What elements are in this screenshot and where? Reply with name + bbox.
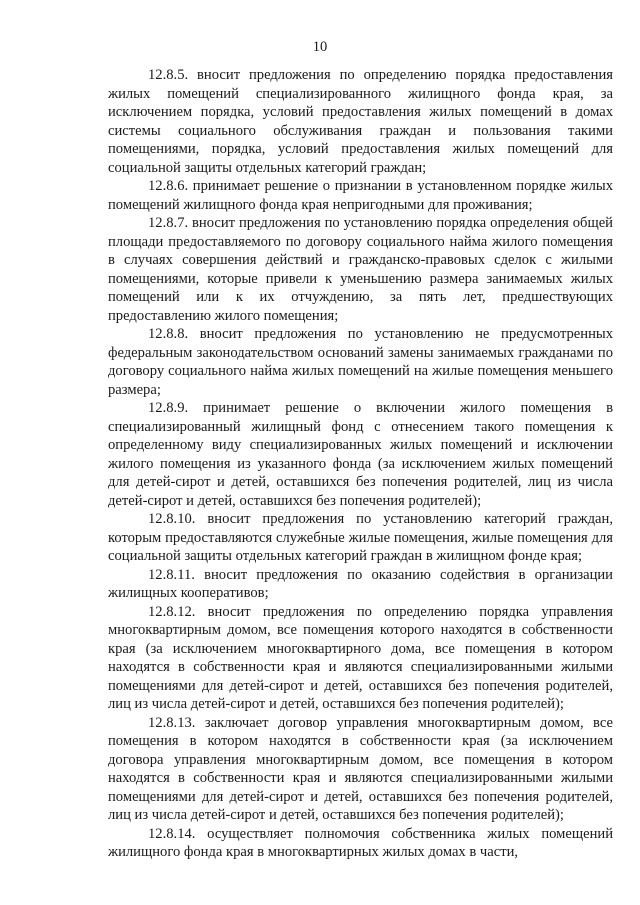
paragraph-12-8-7: 12.8.7. вносит предложения по установлению порядка определения общей площади предоставляемого по договору социального найма жилого помещения в случаях совершения действий и гражданско-правовых сделок с жилыми помещениями, которые привели к уменьшению размера занимаемых жилых помещений или к их отчуждению, за пять лет, предшествующих предоставлению жилого помещения; <box>108 215 613 324</box>
paragraph-12-8-10: 12.8.10. вносит предложения по установлению категорий граждан, которым предоставляются служебные жилые помещения, жилые помещения для социальной защиты отдельных категорий граждан в жилищном фонде края; <box>108 511 613 564</box>
paragraph-12-8-9: 12.8.9. принимает решение о включении жилого помещения в специализированный жилищный фонд с отнесением такого помещения к определенному виду специализированных жилых помещений и исключении жилого помещения из указанного фонда (за исключением жилых помещений для детей-сирот и детей, оставшихся без попечения родителей, лиц из числа детей-сирот и детей, оставшихся без попечения родителей); <box>108 400 613 509</box>
paragraph-12-8-5: 12.8.5. вносит предложения по определению порядка предоставления жилых помещений специализированного жилищного фонда края, за исключением порядка, условий предоставления жилых помещений в домах системы социального обслуживания граждан и пользования такими помещениями, порядка, условий предоставления жилых помещений для социальной защиты отдельных категорий граждан; <box>108 67 613 176</box>
paragraph-12-8-8: 12.8.8. вносит предложения по установлению не предусмотренных федеральным законодательством оснований замены занимаемых гражданами по договору социального найма жилых помещений на жилые помещения меньшего размера; <box>108 326 613 398</box>
paragraph-12-8-11: 12.8.11. вносит предложения по оказанию содействия в организации жилищных кооперативов; <box>108 566 613 601</box>
paragraph-12-8-14: 12.8.14. осуществляет полномочия собственника жилых помещений жилищного фонда края в многоквартирных жилых домах в части, <box>108 825 613 860</box>
page-number: 10 <box>312 39 328 55</box>
paragraph-12-8-12: 12.8.12. вносит предложения по определению порядка управления многоквартирным домом, все помещения которого находятся в собственности края (за исключением многоквартирного дома, все помещения в котором находятся в собственности края и являются специализированными жилыми помещениями для детей-сирот и детей, оставшихся без попечения родителей, лиц из числа детей-сирот и детей, оставшихся без попечения родителей); <box>108 603 613 712</box>
paragraph-12-8-6: 12.8.6. принимает решение о признании в установленном порядке жилых помещений жилищного фонда края непригодными для проживания; <box>108 178 613 213</box>
paragraph-12-8-13: 12.8.13. заключает договор управления многоквартирным домом, все помещения в котором находятся в собственности края (за исключением договора управления многоквартирным домом, все помещения в котором находятся в собственности края и являются специализированными жилыми помещениями для детей-сирот и детей, оставшихся без попечения родителей, лиц из числа детей-сирот и детей, оставшихся без попечения родителей); <box>108 714 613 823</box>
document-body <box>108 66 613 862</box>
